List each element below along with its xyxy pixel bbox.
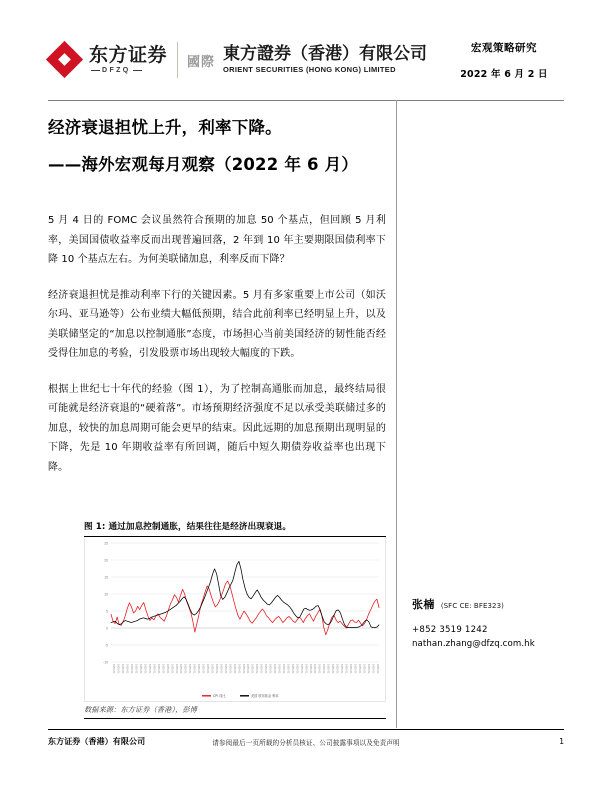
svg-text:1955-01: 1955-01	[237, 664, 241, 674]
svg-text:1955-01: 1955-01	[246, 664, 250, 674]
main-content-column	[48, 118, 386, 493]
svg-text:1955-01: 1955-01	[116, 664, 120, 674]
brand-cn-block	[89, 46, 167, 74]
svg-text:-10: -10	[103, 660, 108, 665]
figure-caption: 图 1: 通过加息控制通胀，结果往往是经济出现衰退。	[84, 520, 386, 537]
svg-text:20: 20	[104, 558, 108, 563]
svg-text:1955-01: 1955-01	[326, 664, 330, 674]
svg-text:1955-01: 1955-01	[366, 664, 370, 674]
intl-badge: 國際	[187, 54, 216, 70]
page-header	[48, 36, 564, 92]
svg-text:10: 10	[104, 592, 108, 597]
svg-text:1955-01: 1955-01	[206, 664, 210, 674]
svg-text:1955-01: 1955-01	[268, 664, 272, 674]
svg-text:1955-01: 1955-01	[259, 664, 263, 674]
svg-text:1955-01: 1955-01	[188, 664, 192, 674]
svg-text:1955-01: 1955-01	[299, 664, 303, 674]
svg-text:1955-01: 1955-01	[304, 664, 308, 674]
analyst-email[interactable]: nathan.zhang@dfzq.com.hk	[412, 639, 535, 649]
svg-text:1955-01: 1955-01	[210, 664, 214, 674]
svg-text:1955-01: 1955-01	[232, 664, 236, 674]
svg-text:1955-01: 1955-01	[165, 664, 169, 674]
page-subtitle: ——海外宏观每月观察（2022 年 6 月）	[48, 154, 359, 174]
svg-text:1955-01: 1955-01	[348, 664, 352, 674]
paragraph: 5 月 4 日的 FOMC 会议虽然符合预期的加息 50 个基点，但回顾 5 月利率，美国国债收益率反而出现普遍回落，2 年到 10 年主要期限国债利率下降 10 个基点左右。为何美联储加息，利率反而下降？	[48, 215, 386, 266]
svg-text:CPI 同比: CPI 同比	[213, 694, 226, 698]
svg-text:0: 0	[106, 626, 108, 631]
svg-text:1955-01: 1955-01	[322, 664, 326, 674]
svg-text:1955-01: 1955-01	[308, 664, 312, 674]
footer-company: 东方证券（香港）有限公司	[48, 737, 146, 746]
svg-text:1955-01: 1955-01	[335, 664, 339, 674]
svg-text:1955-01: 1955-01	[353, 664, 357, 674]
figure-1	[84, 520, 386, 719]
svg-text:1955-01: 1955-01	[277, 664, 281, 674]
svg-text:1955-01: 1955-01	[179, 664, 183, 674]
svg-text:-5: -5	[104, 643, 108, 648]
svg-text:1955-01: 1955-01	[147, 664, 151, 674]
hk-entity-cn-name: 東方證券（香港）有限公司	[223, 44, 428, 65]
svg-text:1955-01: 1955-01	[286, 664, 290, 674]
svg-text:1955-01: 1955-01	[317, 664, 321, 674]
analyst-contact-block	[412, 596, 570, 649]
analyst-identity-row	[412, 596, 570, 612]
svg-text:1955-01: 1955-01	[214, 664, 218, 674]
svg-text:1955-01: 1955-01	[273, 664, 277, 674]
page-footer	[48, 736, 564, 752]
brand-divider	[177, 42, 178, 78]
chart-gridlines	[111, 543, 379, 662]
svg-text:1955-01: 1955-01	[197, 664, 201, 674]
svg-text:1955-01: 1955-01	[121, 664, 125, 674]
paragraph: 经济衰退担忧是推动利率下行的关键因素。5 月有多家重要上市公司（如沃尔玛、亚马逊等）公布业绩大幅低预期，结合此前利率已经明显上升，以及美联储坚定的“加息以控制通胀”态度，市场担心当前美国经济的韧性能否经受得住加息的考验，引发股票市场出现较大幅度的下跌。	[48, 289, 386, 360]
svg-text:1955-01: 1955-01	[156, 664, 160, 674]
brand-en-abbr: DFZQ	[102, 67, 131, 74]
brand-en-abbr-row	[89, 67, 167, 74]
svg-text:1955-01: 1955-01	[183, 664, 187, 674]
report-category: 宏观策略研究	[471, 42, 537, 54]
svg-text:1955-01: 1955-01	[152, 664, 156, 674]
svg-text:1955-01: 1955-01	[250, 664, 254, 674]
brand-cn-name: 东方证券	[89, 44, 168, 66]
svg-text:1955-01: 1955-01	[371, 664, 375, 674]
header-divider-rule	[48, 100, 564, 101]
svg-text:1955-01: 1955-01	[223, 664, 227, 674]
svg-text:1955-01: 1955-01	[313, 664, 317, 674]
svg-text:1955-01: 1955-01	[134, 664, 138, 674]
report-meta	[444, 40, 564, 80]
figure-source: 数据来源：东方证券（香港），彭博	[84, 705, 386, 719]
analyst-name: 张楠	[412, 598, 435, 611]
svg-text:1955-01: 1955-01	[295, 664, 299, 674]
line-chart	[85, 537, 386, 702]
svg-text:1955-01: 1955-01	[331, 664, 335, 674]
abbr-rule-right	[133, 70, 142, 71]
svg-text:1955-01: 1955-01	[228, 664, 232, 674]
chart-legend	[202, 693, 279, 698]
abbr-rule-left	[91, 70, 100, 71]
dfzq-diamond-logo-icon	[48, 43, 82, 77]
svg-text:1955-01: 1955-01	[130, 664, 134, 674]
footer-page-number: 1	[559, 737, 564, 746]
svg-text:1955-01: 1955-01	[362, 664, 366, 674]
svg-text:1955-01: 1955-01	[192, 664, 196, 674]
footer-divider-rule	[48, 729, 564, 730]
svg-text:1955-01: 1955-01	[264, 664, 268, 674]
svg-text:1955-01: 1955-01	[344, 664, 348, 674]
chart-container	[84, 537, 386, 702]
footer-disclaimer: 请参阅最后一页所载的分析员核证、公司披露事项以及免责声明	[212, 739, 400, 747]
page-title: 经济衰退担忧上升，利率下降。	[48, 118, 282, 137]
paragraph: 根据上世纪七十年代的经验（图 1），为了控制高通胀而加息，最终结局很可能就是经济衰退的“硬着落”。市场预期经济强度不足以承受美联储过多的加息，较快的加息周期可能会更早的结束。因此远期的加息预期出现明显的下降，先是 10 年期收益率有所回调，随后中短久期债券收益率也出现下降。	[48, 383, 386, 473]
report-date: 2022 年 6 月 2 日	[460, 69, 548, 80]
chart-series-lines	[111, 561, 379, 634]
svg-text:1955-01: 1955-01	[174, 664, 178, 674]
svg-text:1955-01: 1955-01	[340, 664, 344, 674]
svg-text:1955-01: 1955-01	[201, 664, 205, 674]
hk-entity-block	[223, 46, 427, 74]
brand-lockup	[48, 36, 427, 84]
svg-text:1955-01: 1955-01	[125, 664, 129, 674]
svg-text:5: 5	[106, 609, 108, 614]
svg-text:1955-01: 1955-01	[255, 664, 259, 674]
svg-text:1955-01: 1955-01	[170, 664, 174, 674]
svg-text:1955-01: 1955-01	[219, 664, 223, 674]
svg-text:1955-01: 1955-01	[112, 664, 116, 674]
chart-y-axis-labels	[103, 542, 108, 665]
svg-text:25: 25	[104, 541, 108, 546]
svg-text:1955-01: 1955-01	[139, 664, 143, 674]
svg-text:15: 15	[104, 575, 108, 580]
hk-entity-en-name: ORIENT SECURITIES (HONG KONG) LIMITED	[223, 65, 396, 75]
analyst-license: (SFC CE: BFE323)	[440, 602, 504, 610]
svg-text:1955-01: 1955-01	[375, 664, 379, 674]
svg-text:1955-01: 1955-01	[281, 664, 285, 674]
chart-x-axis-labels	[112, 664, 380, 674]
analyst-phone[interactable]: +852 3519 1242	[412, 625, 488, 635]
column-divider-rule	[396, 100, 397, 728]
svg-text:1955-01: 1955-01	[143, 664, 147, 674]
svg-text:1955-01: 1955-01	[161, 664, 165, 674]
svg-text:美国 联邦基金 利率: 美国 联邦基金 利率	[251, 694, 279, 698]
svg-text:1955-01: 1955-01	[357, 664, 361, 674]
svg-text:1955-01: 1955-01	[290, 664, 294, 674]
body-text	[48, 211, 386, 477]
svg-text:1955-01: 1955-01	[241, 664, 245, 674]
